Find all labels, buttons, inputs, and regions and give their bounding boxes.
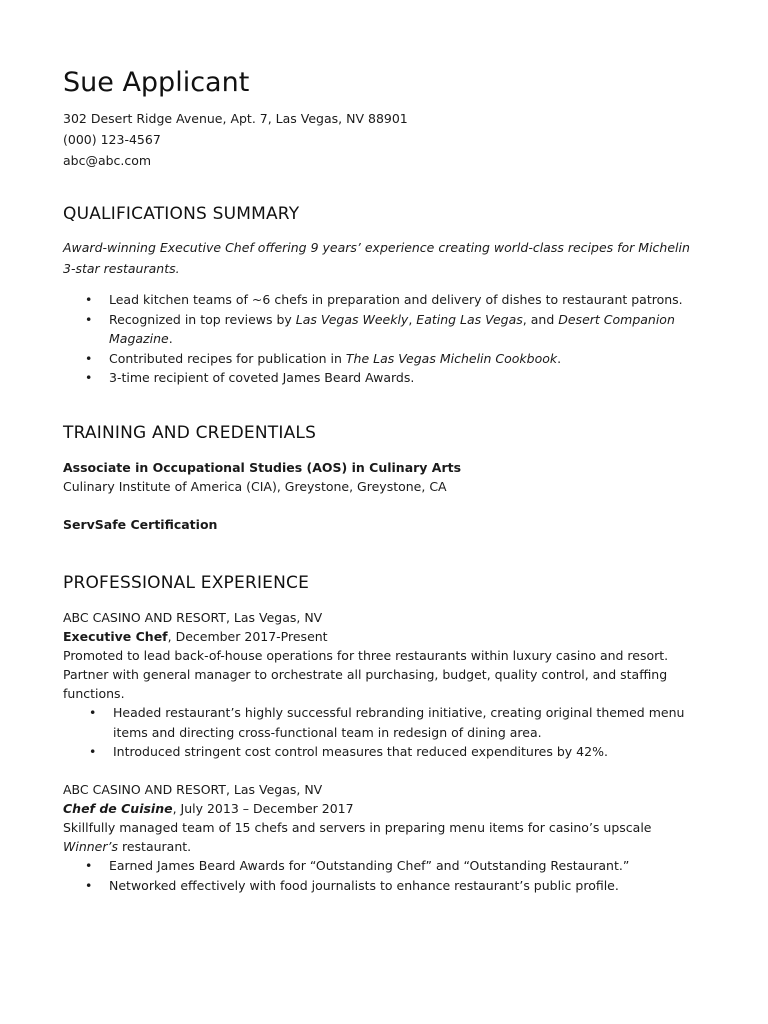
list-item: • Lead kitchen teams of ~6 chefs in preparation and delivery of dishes to restaurant patrons.	[63, 290, 703, 310]
publication-name: Eating Las Vegas	[416, 311, 523, 327]
contact-info	[63, 109, 408, 170]
job-1-list	[63, 703, 723, 762]
applicant-name: Sue Applicant	[63, 67, 250, 98]
publication-name: Las Vegas Weekly	[295, 311, 409, 327]
job-1	[63, 608, 703, 762]
job-title: Executive Chef	[63, 629, 168, 644]
job-dates: , December 2017-Present	[167, 629, 328, 644]
job-title: Chef de Cuisine	[63, 801, 173, 816]
job-title-line	[63, 627, 703, 646]
experience-heading: PROFESSIONAL EXPERIENCE	[63, 573, 310, 593]
job-title-line	[63, 799, 703, 818]
book-title: The Las Vegas Michelin Cookbook	[345, 350, 558, 366]
degree: Associate in Occupational Studies (AOS) in Culinary Arts	[63, 460, 462, 475]
qualifications-list	[63, 290, 703, 388]
job-2-list	[63, 856, 703, 895]
employer: ABC CASINO AND RESORT, Las Vegas, NV	[63, 782, 323, 797]
job-description: Partner with general manager to orchestrate all purchasing, budget, quality control, and staffing functions.	[63, 667, 668, 701]
venue-name: Winner’s	[63, 839, 118, 854]
qualifications-summary: Award-winning Executive Chef offering 9 years’ experience creating world-class recipes for Michelin 3-star restaurants.	[63, 240, 690, 276]
job-2	[63, 780, 703, 895]
training-block	[63, 458, 703, 534]
publication-name: Desert Companion Magazine	[109, 311, 675, 346]
job-dates: , July 2013 – December 2017	[172, 801, 354, 816]
list-item: • Headed restaurant’s highly successful rebranding initiative, creating original themed menu items and directing cross-functional team in redesign of dining area.	[63, 703, 723, 742]
phone: (000) 123-4567	[63, 132, 161, 147]
employer: ABC CASINO AND RESORT, Las Vegas, NV	[63, 610, 323, 625]
list-item: • Introduced stringent cost control measures that reduced expenditures by 42%.	[63, 742, 723, 762]
certification: ServSafe Certification	[63, 517, 218, 532]
job-description: Skillfully managed team of 15 chefs and servers in preparing menu items for casino’s upscale Winner’s restaurant.	[63, 820, 652, 854]
training-heading: TRAINING AND CREDENTIALS	[63, 423, 317, 443]
job-description: Promoted to lead back-of-house operations for three restaurants within luxury casino and resort.	[63, 648, 669, 663]
email: abc@abc.com	[63, 153, 152, 168]
address: 302 Desert Ridge Avenue, Apt. 7, Las Vegas, NV 88901	[63, 111, 408, 126]
list-item: • 3-time recipient of coveted James Beard Awards.	[63, 368, 703, 388]
list-item: • Earned James Beard Awards for “Outstanding Chef” and “Outstanding Restaurant.”	[63, 856, 703, 876]
list-item: • Networked effectively with food journalists to enhance restaurant’s public profile.	[63, 876, 703, 896]
school: Culinary Institute of America (CIA), Greystone, Greystone, CA	[63, 479, 447, 494]
list-item: • Contributed recipes for publication in The Las Vegas Michelin Cookbook.	[63, 349, 703, 369]
qualifications-heading: QUALIFICATIONS SUMMARY	[63, 204, 300, 224]
list-item: • Recognized in top reviews by Las Vegas Weekly, Eating Las Vegas, and Desert Companion Magazine.	[63, 310, 703, 349]
